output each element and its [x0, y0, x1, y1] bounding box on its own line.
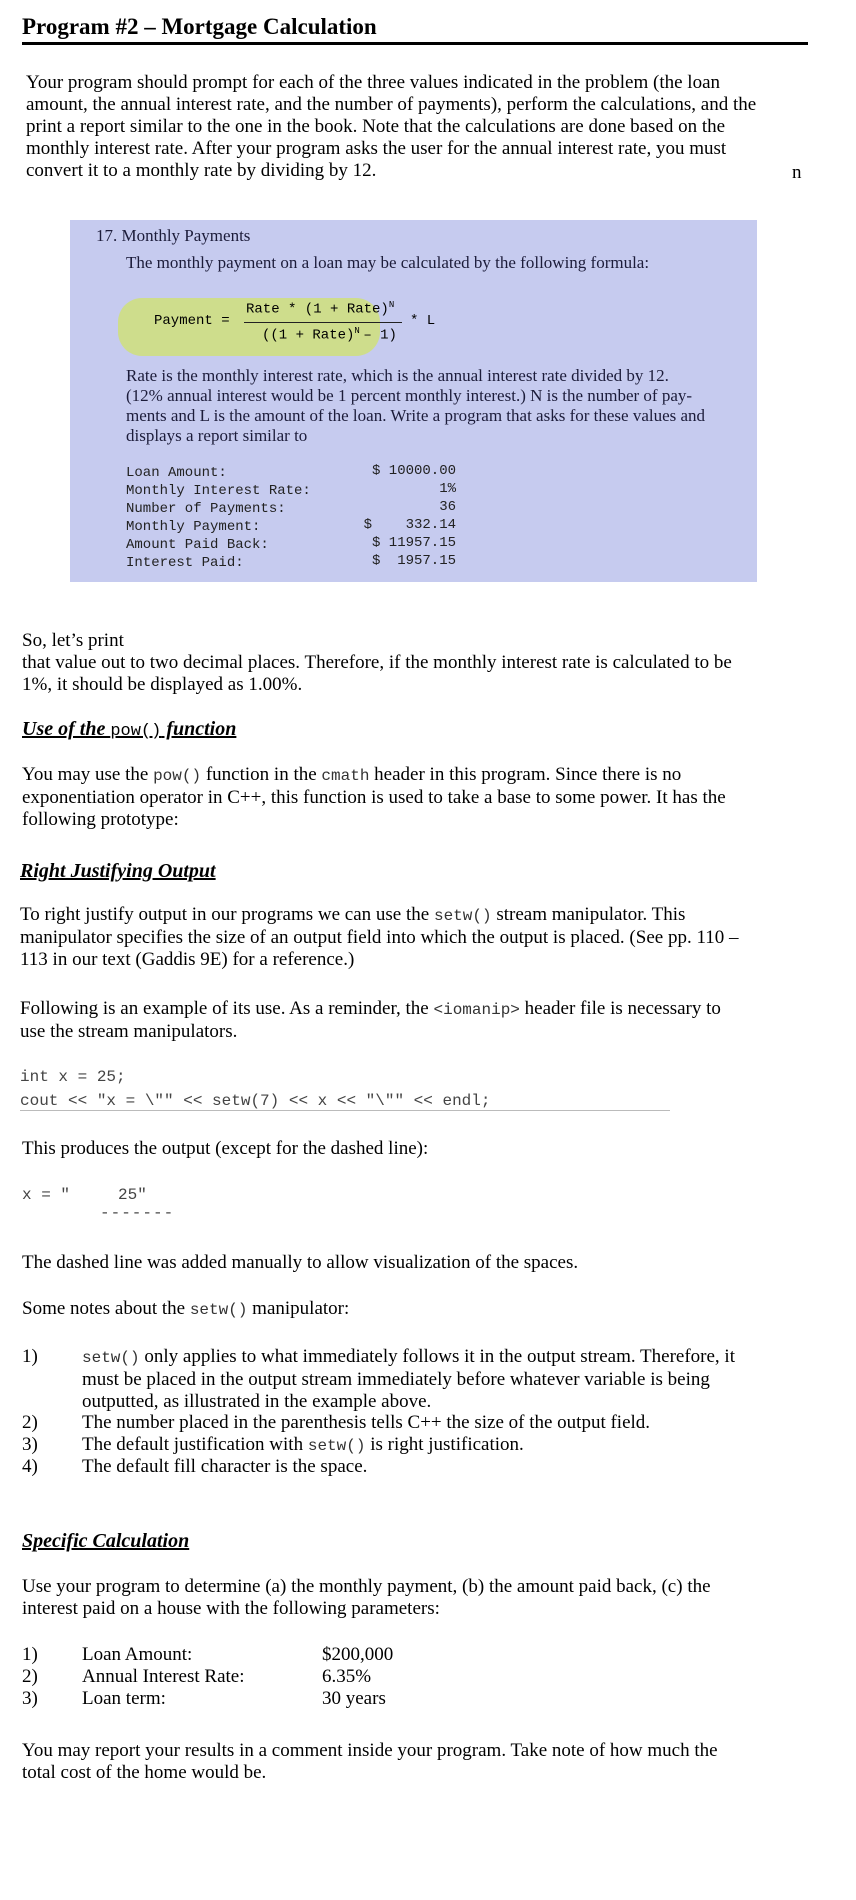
title-rule — [22, 42, 808, 45]
closing-line: You may report your results in a comment inside your program. Take note of how much the — [22, 1740, 718, 1761]
rj-paragraph-2 — [20, 998, 820, 1043]
rj-line: manipulator specifies the size of an output field into which the output is placed. (See pp. 110 – — [20, 927, 739, 948]
page-title: Program #2 – Mortgage Calculation — [22, 14, 377, 39]
rj-text: Following is an example of its use. As a reminder, the — [20, 998, 434, 1019]
report-label: Monthly Payment: — [126, 519, 261, 535]
intro-line: convert it to a monthly rate by dividing by 12. — [26, 160, 377, 181]
specific-line: interest paid on a house with the following parameters: — [22, 1598, 440, 1619]
code-line-2: cout << "x = \"" << setw(7) << x << "\"" << endl; — [20, 1092, 670, 1111]
note-item — [82, 1434, 524, 1457]
output-dash: ------- — [100, 1204, 175, 1222]
report-label: Amount Paid Back: — [126, 537, 269, 553]
code-line-1: int x = 25; — [20, 1068, 126, 1086]
excerpt-line: Rate is the monthly interest rate, which is the annual interest rate divided by 12. — [126, 366, 669, 385]
report-row — [126, 517, 456, 535]
parameter-label: Loan term: — [82, 1688, 166, 1709]
decimal-line: So, let’s print — [22, 630, 124, 651]
report-label: Monthly Interest Rate: — [126, 483, 311, 499]
cmath-code: cmath — [321, 767, 370, 785]
iomanip-code: <iomanip> — [433, 1001, 520, 1019]
report-row — [126, 553, 456, 571]
report-row — [126, 499, 456, 517]
parameter-value: 30 years — [322, 1688, 386, 1709]
pow-text: function in the — [201, 764, 322, 785]
parameter-row — [22, 1688, 522, 1710]
parameter-number: 3) — [22, 1688, 38, 1709]
notes-intro — [22, 1298, 349, 1321]
pow-text: You may use the — [22, 764, 154, 785]
rj-line: 113 in our text (Gaddis 9E) for a reference.) — [20, 949, 355, 970]
formula-denominator-open: ((1 + Rate) — [262, 327, 355, 344]
specific-paragraph — [22, 1576, 812, 1620]
note-item: The default fill character is the space. — [82, 1456, 368, 1477]
formula-lhs: Payment = — [154, 313, 230, 329]
report-label: Loan Amount: — [126, 465, 227, 481]
report-row — [126, 463, 456, 481]
rj-paragraph — [20, 904, 810, 971]
pow-heading-code: pow() — [110, 722, 162, 741]
rj-line — [20, 998, 820, 1021]
pow-paragraph — [22, 764, 812, 832]
excerpt-paragraph — [126, 366, 752, 446]
setw-code: setw() — [82, 1349, 140, 1367]
report-label: Interest Paid: — [126, 555, 244, 571]
formula-denominator — [262, 326, 397, 344]
note-text: The default justification with — [82, 1434, 308, 1455]
excerpt-line: displays a report similar to — [126, 426, 308, 445]
intro-line: amount, the annual interest rate, and the number of payments), perform the calculations, and the — [26, 94, 757, 115]
stray-char: n — [792, 162, 802, 183]
intro-line: Your program should prompt for each of the three values indicated in the problem (the loan — [26, 72, 721, 93]
report-value: 36 — [439, 499, 456, 515]
parameter-row — [22, 1666, 522, 1688]
intro-paragraph — [26, 72, 816, 182]
formula-exponent: N — [388, 300, 395, 310]
formula-denominator-close: – 1) — [363, 327, 397, 344]
pow-heading — [22, 718, 236, 741]
rj-text: stream manipulator. This — [491, 904, 686, 925]
note-number: 2) — [22, 1412, 38, 1433]
rj-heading: Right Justifying Output — [20, 860, 216, 882]
pow-heading-text: function — [161, 718, 237, 740]
note-line: outputted, as illustrated in the example above. — [82, 1391, 432, 1412]
dash-note: The dashed line was added manually to allow visualization of the spaces. — [22, 1252, 579, 1273]
parameter-value: $200,000 — [322, 1644, 394, 1665]
decimal-line: that value out to two decimal places. Therefore, if the monthly interest rate is calculated to be — [22, 652, 732, 673]
formula-numerator — [246, 300, 394, 318]
decimal-line: 1%, it should be displayed as 1.00%. — [22, 674, 303, 695]
note-number: 3) — [22, 1434, 38, 1455]
report-value: $ 10000.00 — [371, 463, 456, 479]
excerpt-line: ments and L is the amount of the loan. Write a program that asks for these values and — [126, 406, 706, 425]
note-item — [82, 1346, 812, 1413]
output-intro: This produces the output (except for the dashed line): — [22, 1138, 429, 1159]
pow-heading-text: Use of the — [22, 718, 111, 740]
specific-heading: Specific Calculation — [22, 1530, 190, 1552]
formula-exponent: N — [354, 326, 360, 336]
report-row — [126, 535, 456, 553]
note-line — [82, 1346, 812, 1369]
parameter-label: Loan Amount: — [82, 1644, 193, 1665]
setw-code: setw() — [433, 907, 492, 925]
notes-text: manipulator: — [247, 1298, 350, 1319]
pow-text: header in this program. Since there is no — [369, 764, 682, 785]
excerpt-heading: 17. Monthly Payments — [96, 226, 251, 245]
excerpt-line: (12% annual interest would be 1 percent monthly interest.) N is the number of pay- — [126, 386, 693, 405]
note-line: must be placed in the output stream immediately before whatever variable is being — [82, 1369, 710, 1390]
note-text: is right justification. — [365, 1434, 524, 1455]
report-value: 1% — [439, 481, 456, 497]
report-label: Number of Payments: — [126, 501, 286, 517]
setw-code: setw() — [189, 1301, 248, 1319]
closing-paragraph — [22, 1740, 812, 1784]
pow-line: exponentiation operator in C++, this function is used to take a base to some power. It has the — [22, 787, 726, 808]
intro-line: print a report similar to the one in the book. Note that the calculations are done based on the — [26, 116, 726, 137]
report-value: $ 332.14 — [363, 517, 456, 533]
sample-report — [126, 463, 456, 571]
notes-text: Some notes about the — [22, 1298, 190, 1319]
formula-times-l: * L — [410, 313, 436, 329]
output-line: x = " 25" — [22, 1186, 147, 1204]
pow-code: pow() — [153, 767, 202, 785]
rj-text: To right justify output in our programs we can use the — [20, 904, 434, 925]
rj-line — [20, 904, 810, 927]
pow-line — [22, 764, 812, 787]
note-item: The number placed in the parenthesis tells C++ the size of the output field. — [82, 1412, 651, 1433]
parameter-row — [22, 1644, 522, 1666]
rj-text: header file is necessary to — [519, 998, 721, 1019]
parameter-number: 2) — [22, 1666, 38, 1687]
specific-line: Use your program to determine (a) the monthly payment, (b) the amount paid back, (c) the — [22, 1576, 711, 1597]
parameter-number: 1) — [22, 1644, 38, 1665]
fraction-bar — [244, 322, 402, 323]
note-number: 4) — [22, 1456, 38, 1477]
pow-line: following prototype: — [22, 809, 179, 830]
note-number: 1) — [22, 1346, 38, 1367]
report-value: $ 11957.15 — [371, 535, 456, 551]
note-text: only applies to what immediately follows it in the output stream. Therefore, it — [139, 1346, 735, 1367]
closing-line: total cost of the home would be. — [22, 1762, 267, 1783]
decimal-paragraph — [22, 630, 812, 696]
rj-line: use the stream manipulators. — [20, 1021, 238, 1042]
parameter-list — [22, 1644, 522, 1710]
setw-code: setw() — [307, 1437, 366, 1455]
report-value: $ 1957.15 — [371, 553, 456, 569]
intro-line: monthly interest rate. After your program asks the user for the annual interest rate, you must — [26, 138, 727, 159]
excerpt-subheading: The monthly payment on a loan may be calculated by the following formula: — [126, 253, 650, 272]
parameter-label: Annual Interest Rate: — [82, 1666, 245, 1687]
report-row — [126, 481, 456, 499]
formula-numerator-text: Rate * (1 + Rate) — [246, 301, 389, 318]
parameter-value: 6.35% — [322, 1666, 372, 1687]
